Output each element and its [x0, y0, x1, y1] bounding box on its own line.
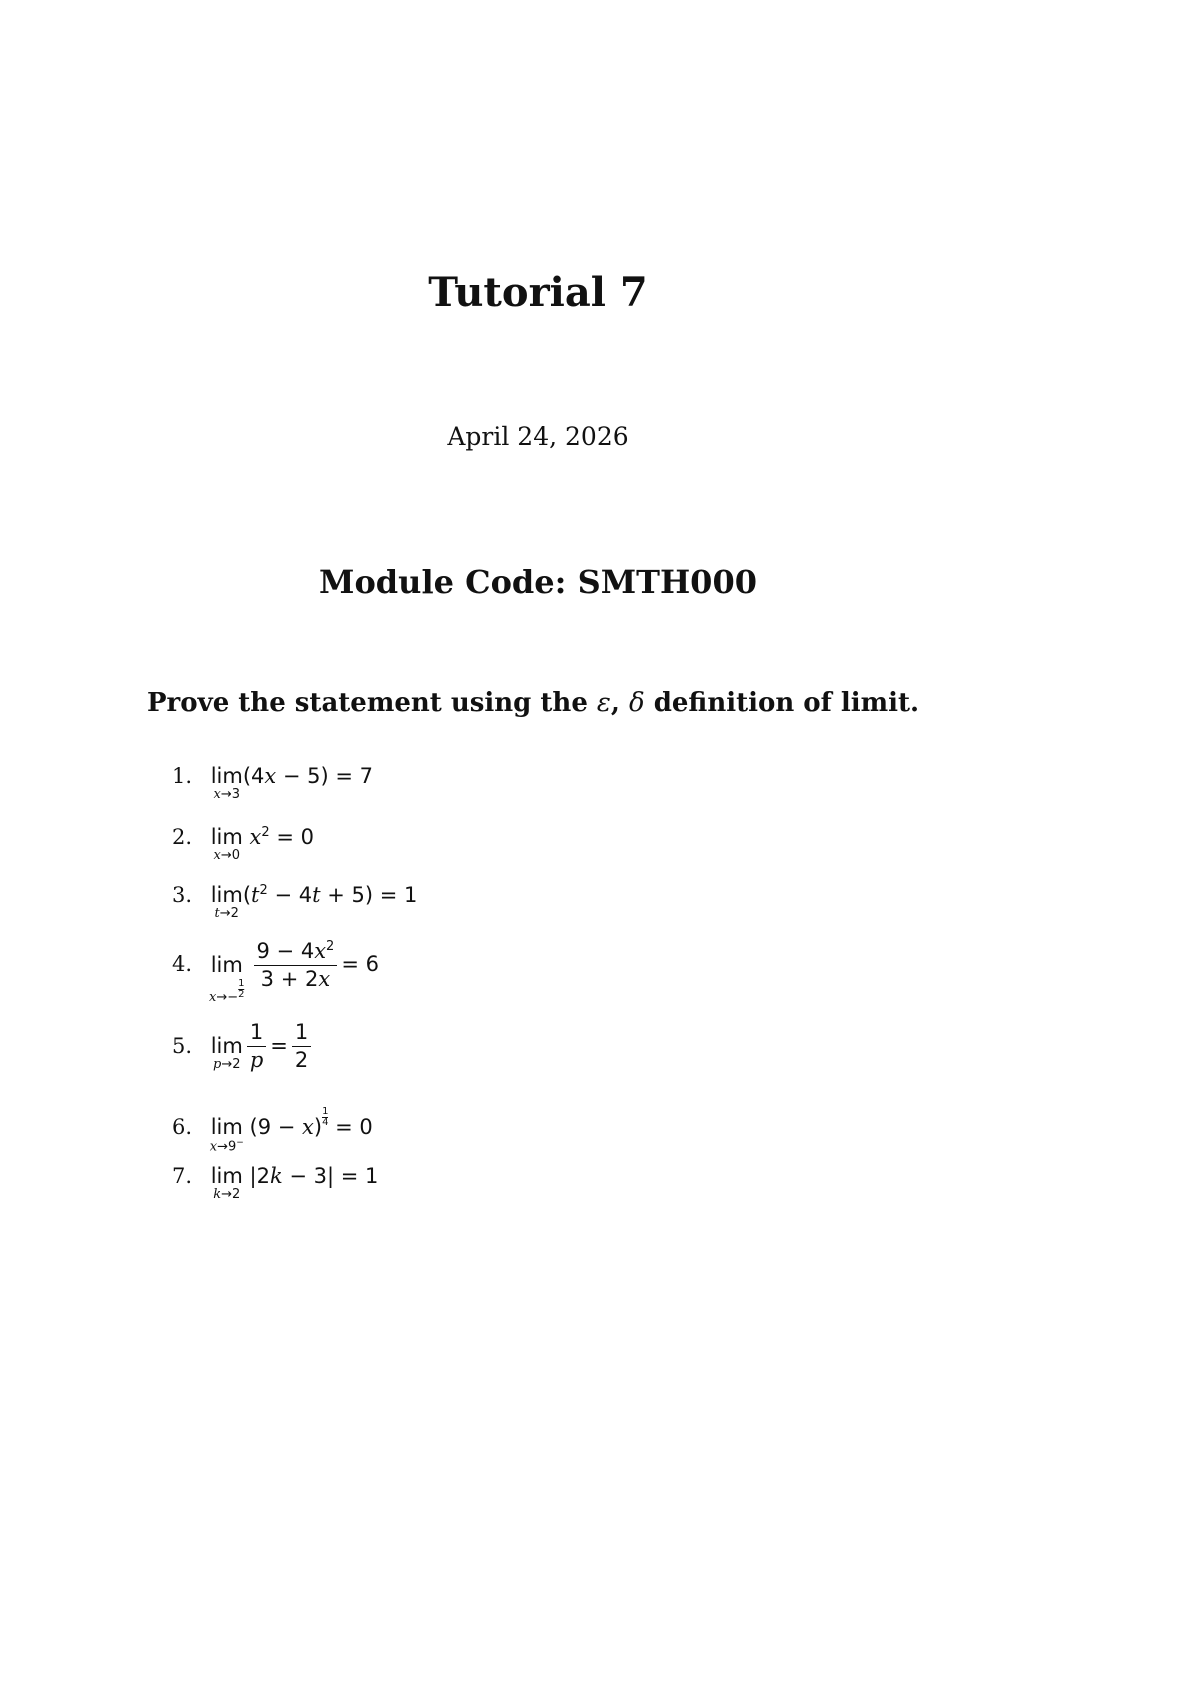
- limit-operator: lim x→3: [210, 764, 243, 802]
- fraction: $\frac{1}{2}$: [292, 1022, 311, 1071]
- problem-number: 3.: [172, 883, 193, 907]
- document-title: Tutorial 7: [428, 269, 648, 316]
- instruction-prefix: Prove the statement using the: [147, 688, 597, 718]
- fraction: $\frac{1}{p}$: [247, 1022, 266, 1071]
- problem-number: 1.: [172, 764, 193, 788]
- problem-item: 6. lim x→9− (9 − x) $\frac{1}{4}$ = 0: [172, 1106, 373, 1155]
- document-date: April 24, 2026: [447, 422, 629, 451]
- instruction-separator: ,: [610, 688, 629, 718]
- problem-item: 7. lim k→2 |2k − 3| = 1: [172, 1164, 379, 1202]
- problem-number: 7.: [172, 1164, 193, 1188]
- problem-item: 5. lim p→2 $\frac{1}{p}$ = $\frac{1}{2}$: [172, 1022, 315, 1071]
- fraction: $\frac{9 - 4x^2}{3 + 2x}$: [254, 940, 338, 990]
- problem-number: 5.: [172, 1033, 193, 1058]
- limit-operator: lim p→2: [210, 1034, 243, 1072]
- epsilon-symbol: ε: [596, 688, 611, 718]
- problem-number: 6.: [172, 1115, 193, 1139]
- delta-symbol: δ: [628, 688, 645, 718]
- limit-operator: lim k→2: [210, 1164, 243, 1202]
- problem-number: 2.: [172, 825, 193, 849]
- module-code: Module Code: SMTH000: [319, 563, 757, 601]
- limit-operator: lim x→0: [210, 825, 243, 863]
- problem-item: 2. lim x→0 $x^2 = 0$: [172, 825, 314, 863]
- instruction-suffix: definition of limit.: [644, 688, 920, 718]
- problem-item: 4. lim x→− $\frac{1}{2}$ $\frac{9 - 4x^2}{3 + 2x}$ = 6: [172, 939, 379, 1005]
- limit-operator: lim x→− $\frac{1}{2}$: [208, 952, 245, 1005]
- limit-operator: lim t→2: [210, 883, 243, 921]
- problem-item: 1. lim x→3 (4x − 5) = 7: [172, 764, 374, 802]
- problem-number: 4.: [172, 952, 193, 976]
- limit-operator: lim x→9−: [209, 1115, 244, 1155]
- problem-item: 3. lim t→2 $(t^2 - 4t + 5) = 1$: [172, 883, 418, 921]
